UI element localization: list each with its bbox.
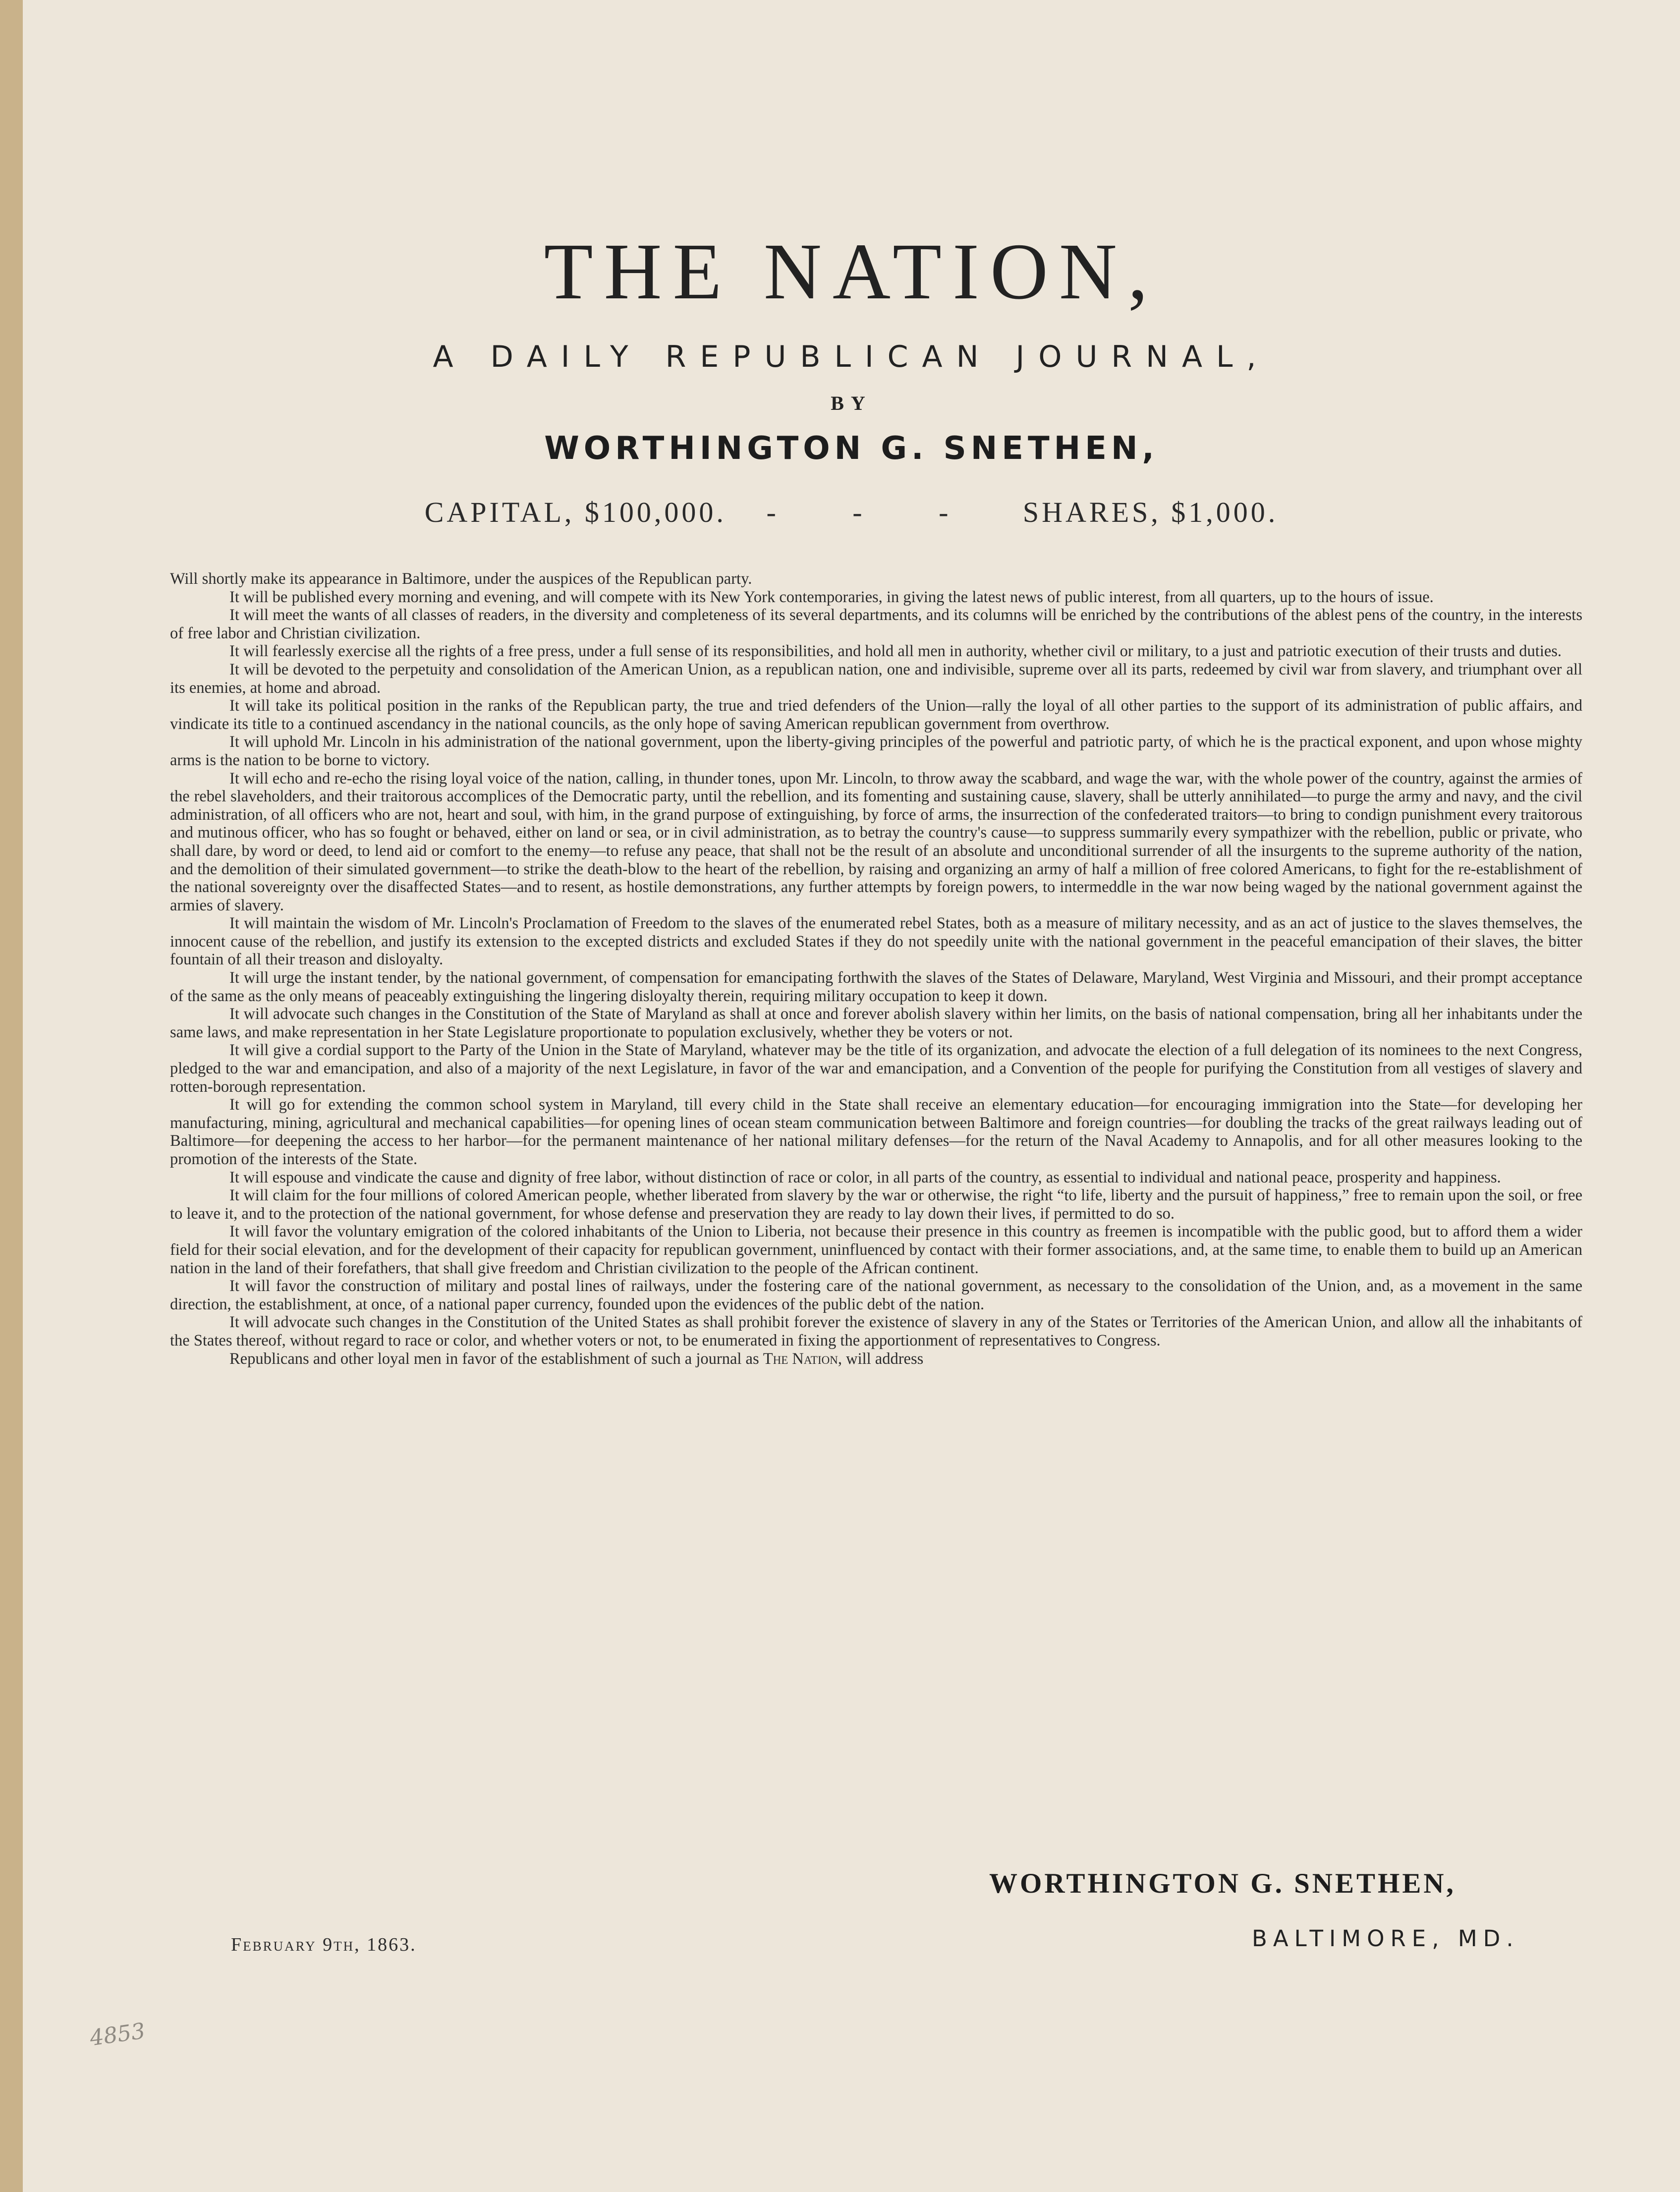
prospectus-body: [170, 570, 1582, 1368]
signature-place: BALTIMORE, MD.: [1252, 1925, 1519, 1952]
masthead-author: WORTHINGTON G. SNETHEN,: [544, 430, 1159, 467]
masthead-title: THE NATION,: [544, 227, 1159, 316]
paragraph: It will espouse and vindicate the cause and dignity of free labor, without distinction of race or color, in all parts of the country, as essential to individual and national peace, prosperity and happiness.: [229, 1168, 1501, 1186]
capital-shares-line: [23, 496, 1680, 529]
paragraph: It will echo and re-echo the rising loyal voice of the nation, calling, in thunder tones, upon Mr. Lincoln, to throw away the scabbard, and wage the war, with the whole power of the country, against the armies of the rebel slaveholders, and their traitorous accomplices of the Democratic party, until the rebellion, and its fomenting and sustaining cause, slavery, shall be utterly annihilated—to purge the army and navy, and the civil administration, of all officers who are not, heart and soul, with him, in the grand purpose of extinguishing, by force of arms, the insurrection of the confederated traitors—to bring to condign punishment every traitorous and mutinous officer, who has so fought or behaved, either on land or sea, or in civil administration, as to betray the country's cause—to suppress summarily every sympathizer with the rebellion, public or private, who shall dare, by word or deed, to lend aid or comfort to the enemy—to refuse any peace, that shall not be the result of an absolute and unconditional surrender of all the insurgents to the supreme authority of the nation, and the demolition of their simulated government—to strike the death-blow to the heart of the rebellion, by raising and organizing an army of half a million of free colored Americans, to fight for the re-establishment of the national sovereignty over the disaffected States—and to resent, as hostile demonstrations, any further attempts by foreign powers, to intermeddle in the war now being waged by the national government against the armies of slavery.: [170, 769, 1582, 914]
paragraph: It will uphold Mr. Lincoln in his administration of the national government, upon the liberty-giving principles of the powerful and patriotic party, of which he is the practical exponent, and upon whose mighty arms is the nation to be borne to victory.: [170, 733, 1582, 769]
catalog-number: 4853: [88, 2018, 147, 2051]
separator-dashes: - - -: [766, 496, 983, 528]
masthead-by: BY: [831, 392, 872, 414]
paragraph: Will shortly make its appearance in Baltimore, under the auspices of the Republican party.: [170, 570, 752, 588]
paragraph: It will urge the instant tender, by the national government, of compensation for emancipating forthwith the slaves of the States of Delaware, Maryland, West Virginia and Missouri, and their prompt acceptance of the same as the only means of peaceably extinguishing the lingering disloyalty therein, requiring military occupation to keep it down.: [170, 969, 1582, 1005]
paragraph: It will maintain the wisdom of Mr. Lincoln's Proclamation of Freedom to the slaves of the enumerated rebel States, both as a measure of military necessity, and as an act of justice to the slaves themselves, the innocent cause of the rebellion, and justify its extension to the excepted districts and excluded States if they do not speedily unite with the national government in the peaceful emancipation of their slaves, the bitter fountain of all their treason and disloyalty.: [170, 914, 1582, 969]
paragraph: It will meet the wants of all classes of readers, in the diversity and completeness of its several departments, and its columns will be enriched by the contributions of the ablest pens of the country, in the interests of free labor and Christian civilization.: [170, 606, 1582, 642]
paragraph: It will advocate such changes in the Constitution of the State of Maryland as shall at once and forever abolish slavery within her limits, on the basis of national compensation, bring all her inhabitants under the same laws, and make representation in her State Legislature proportionate to population exclusively, whether they be voters or not.: [170, 1005, 1582, 1041]
closing-paragraph: [170, 1350, 1582, 1368]
shares-amount: SHARES, $1,000.: [1022, 496, 1279, 528]
paragraph: It will be published every morning and evening, and will compete with its New York contemporaries, in giving the latest news of public interest, from all quarters, up to the hours of issue.: [229, 588, 1434, 606]
paragraph: It will fearlessly exercise all the rights of a free press, under a full sense of its responsibilities, and hold all men in authority, whether civil or military, to a just and patriotic execution of their trusts and duties.: [229, 642, 1562, 661]
paragraph: It will favor the construction of military and postal lines of railways, under the fostering care of the national government, as necessary to the consolidation of the Union, and, as a movement in the same direction, the establishment, at once, of a national paper currency, founded upon the evidences of the public debt of the nation.: [170, 1277, 1582, 1313]
paragraph: It will give a cordial support to the Party of the Union in the State of Maryland, whatever may be the title of its organization, and advocate the election of a full delegation of its nominees to the next Congress, pledged to the war and emancipation, and also of a majority of the next Legislature, in favor of the war and emancipation, and a Convention of the people for purifying the Constitution from all vestiges of slavery and rotten-borough representation.: [170, 1041, 1582, 1096]
paragraph: It will be devoted to the perpetuity and consolidation of the American Union, as a republican nation, one and indivisible, supreme over all its parts, redeemed by civil war from slavery, and triumphant over all its enemies, at home and abroad.: [170, 660, 1582, 697]
paragraph: It will claim for the four millions of colored American people, whether liberated from slavery by the war or otherwise, the right “to life, liberty and the pursuit of happiness,” free to remain upon the soil, or free to leave it, and to the protection of the national government, for whose defense and preservation they are ready to lay down their lives, if permitted to do so.: [170, 1186, 1582, 1223]
paragraph: It will go for extending the common school system in Maryland, till every child in the State shall receive an elementary education—for encouraging immigration into the State—for developing her manufacturing, mining, agricultural and mechanical capabilities—for opening lines of ocean steam communication between Baltimore and foreign countries—for doubling the tracks of the great railways leading out of Baltimore—for deepening the access to her harbor—for the permanent maintenance of her national military defenses—for the return of the Naval Academy to Annapolis, and for all other measures looking to the promotion of the interests of the State.: [170, 1096, 1582, 1168]
archival-mount-edge: [0, 0, 23, 2192]
journal-name: The Nation: [763, 1349, 838, 1368]
issue-date: February 9th, 1863.: [231, 1934, 417, 1955]
closing-text-after: , will address: [838, 1349, 924, 1368]
capital-amount: CAPITAL, $100,000.: [424, 496, 727, 528]
signature-name: WORTHINGTON G. SNETHEN,: [989, 1868, 1456, 1899]
broadside-sheet: [23, 0, 1680, 2192]
paragraph: It will advocate such changes in the Constitution of the United States as shall prohibit forever the existence of slavery in any of the States or Territories of the American Union, and allow all the inhabitants of the States thereof, without regard to race or color, and whether voters or not, to be enumerated in fixing the apportionment of representatives to Congress.: [170, 1313, 1582, 1349]
paragraph: It will favor the voluntary emigration of the colored inhabitants of the Union to Liberia, not because their presence in this country as freemen is incompatible with the public good, but to afford them a wider field for their social elevation, and for the development of their capacity for republican government, uninfluenced by contact with their former associations, and, at the same time, to enable them to build up an American nation in the land of their forefathers, that shall give freedom and Christian civilization to the people of the African continent.: [170, 1223, 1582, 1277]
paragraph: It will take its political position in the ranks of the Republican party, the true and tried defenders of the Union—rally the loyal of all other parties to the support of its administration of public affairs, and vindicate its title to a continued ascendancy in the national councils, as the only hope of saving American republican government from overthrow.: [170, 697, 1582, 733]
masthead-subtitle: A DAILY REPUBLICAN JOURNAL,: [433, 339, 1270, 374]
closing-text-before: Republicans and other loyal men in favor of the establishment of such a journal as: [229, 1349, 763, 1368]
